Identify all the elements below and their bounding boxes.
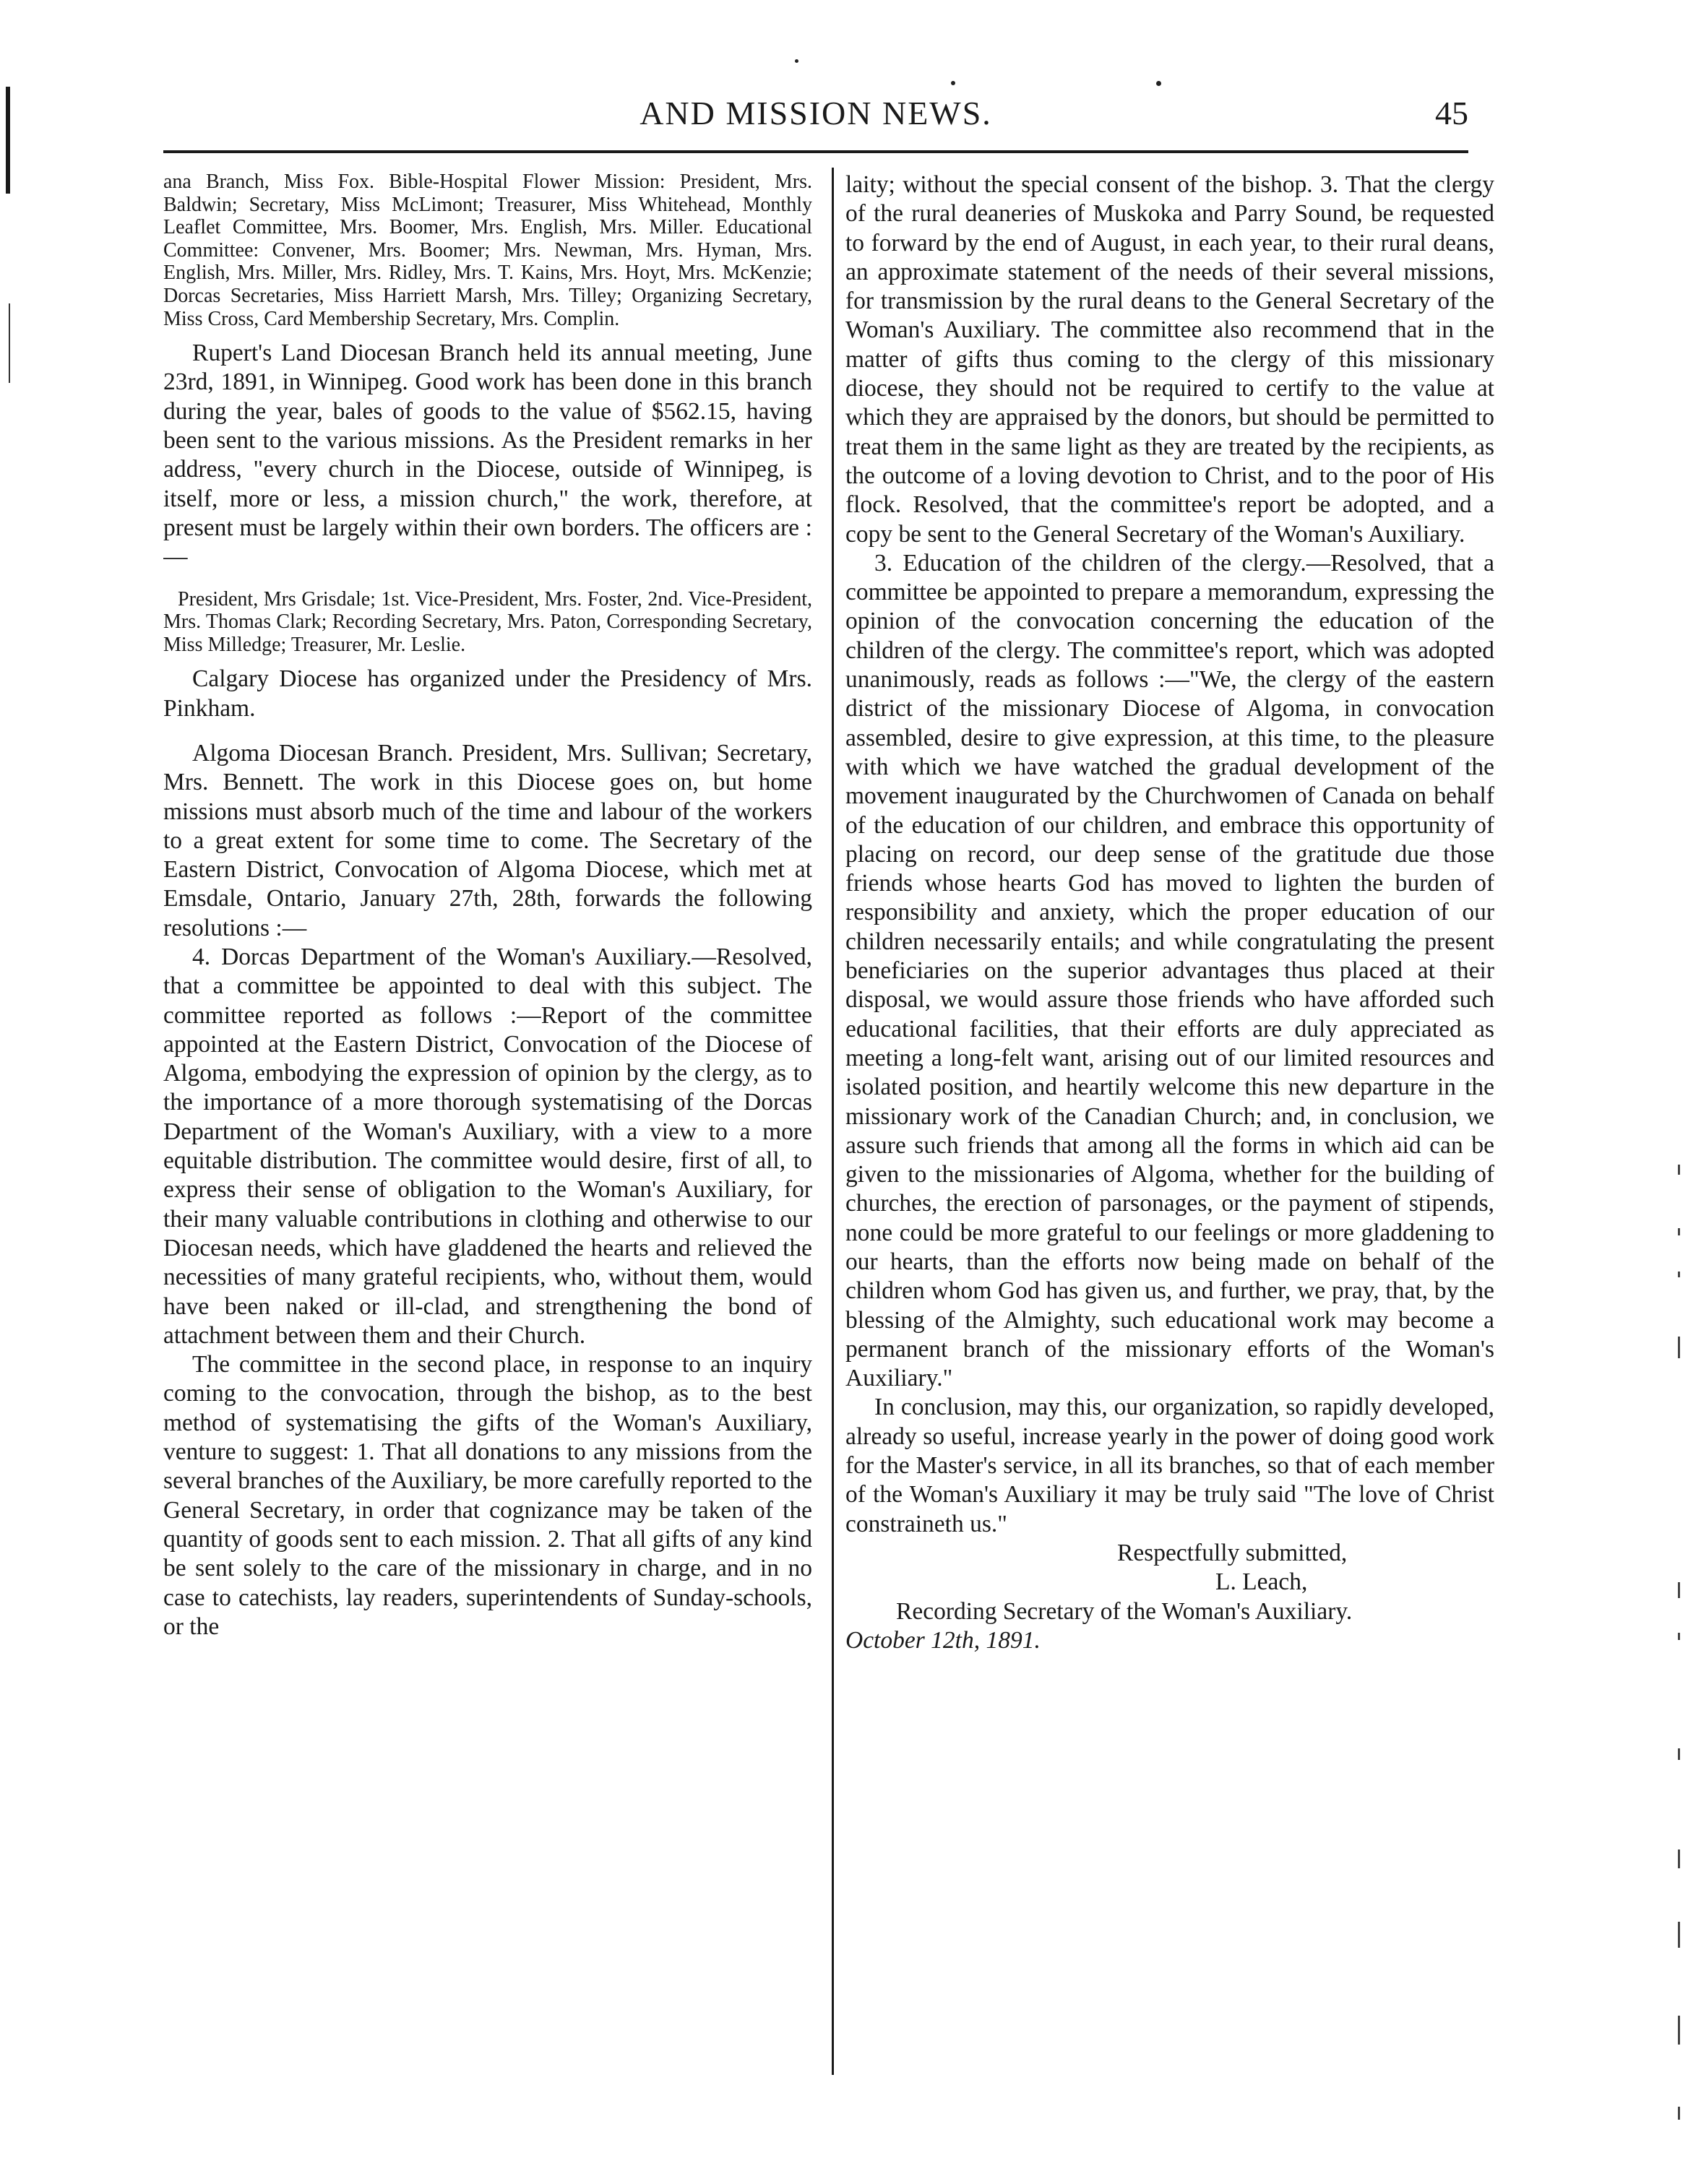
paragraph: Algoma Diocesan Branch. President, Mrs. Sullivan; Secretary, Mrs. Bennett. The work in this Diocese goes on, but home missions must absorb much of the time and labour of the workers to a great extent for some time to come. The Secretary of the Eastern District, Convocation of Algoma Diocese, which met at Emsdale, Ontario, January 27th, 28th, forwards the following resolutions :— bbox=[163, 739, 812, 941]
paragraph: laity; without the special consent of the bishop. 3. That the clergy of the rural deaneries of Muskoka and Parry Sound, be requested to forward by the end of August, in each year, to their rural deans, an approximate statement of the needs of their several missions, for transmission by the rural deans to the General Secretary of the Woman's Auxiliary. The committee also recommend that in the matter of gifts thus coming to the clergy of this missionary diocese, they should not be required to certify to the value at which they are appraised by the donors, but should be permitted to treat them in the same light as they are treated by the recipients, as the outcome of a loving devotion to Christ, and to the poor of His flock. Resolved, that the committee's report be adopted, and a copy be sent to the General Secretary of the Woman's Auxiliary. bbox=[845, 171, 1494, 548]
binding-edge-mark bbox=[6, 87, 10, 194]
print-speck bbox=[795, 59, 798, 63]
paragraph: Rupert's Land Diocesan Branch held its annual meeting, June 23rd, 1891, in Winnipeg. Good work has been done in this branch during the year, bales of goods to the value of $562.15, having been sent to the various missions. As the President remarks in her address, "every church in the Diocese, outside of Winnipeg, is itself, more or less, a mission church," the work, therefore, at present must be largely within their own borders. The officers are :— bbox=[163, 340, 812, 571]
paragraph: 3. Education of the children of the clergy.—Resolved, that a committee be appointed to prepare a memorandum, expressing the opinion of the convocation concerning the education of the children of the clergy. The committee's report, which was adopted unanimously, reads as follows :—"We, the clergy of the eastern district of the missionary Diocese of Algoma, in convocation assembled, desire to give expression, at this time, to the pleasure with which we have watched the gradual development of the movement inaugurated by the Churchwomen of Canada on behalf of the education of our children, and embrace this opportunity of placing on record, our deep sense of the gratitude due those friends whose hearts God has moved to lighten the burden of responsibility and anxiety, which the proper education of our children necessarily entails; and while congratulating the present beneficiaries on the superior advantages thus placed at their disposal, we would assure those friends who have afforded such educational facilities, that their efforts are duly appreciated as meeting a long-felt want, arising out of our limited resources and isolated position, and heartily welcome this new departure in the missionary work of the Canadian Church; and, in conclusion, we assure such friends that among all the forms in which aid can be given to the missionaries of Algoma, whether for the building of churches, the erection of parsonages, or the payment of stipends, none could be more grateful to our feelings or more gladdening to our hearts, than the efforts now being made on behalf of the children whom God has given us, and further, we pray, that, by the blessing of the Almighty, such educational work may become a permanent branch of the missionary efforts of the Woman's Auxiliary." bbox=[845, 549, 1494, 1392]
paragraph: ana Branch, Miss Fox. Bible-Hospital Flower Mission: President, Mrs. Baldwin; Secretary, Miss McLimont; Treasurer, Miss Whitehead, Monthly Leaflet Committee, Mrs. Boomer, Mrs. English, Mrs. Miller. Educational Committee: Convener, Mrs. Boomer; Mrs. Newman, Mrs. Hyman, Mrs. English, Mrs. Miller, Mrs. Ridley, Mrs. T. Kains, Mrs. Hoyt, Mrs. McKenzie; Dorcas Secretaries, Miss Harriett Marsh, Mrs. Tilley; Organizing Secretary, Miss Cross, Card Membership Secretary, Mrs. Complin. bbox=[163, 171, 812, 330]
letter-date: October 12th, 1891. bbox=[845, 1626, 1041, 1654]
paragraph: In conclusion, may this, our organization, so rapidly developed, already so useful, increase yearly in the power of doing good work for the Master's service, in all its branches, so that of each member of the Woman's Auxiliary it may be truly said "The love of Christ constraineth us." bbox=[845, 1394, 1494, 1537]
column-divider bbox=[832, 168, 834, 2075]
signatory-title: Recording Secretary of the Woman's Auxiliary. bbox=[896, 1597, 1353, 1625]
page-header bbox=[163, 94, 1468, 146]
paragraph: President, Mrs Grisdale; 1st. Vice-President, Mrs. Foster, 2nd. Vice-President, Mrs. Thomas Clark; Recording Secretary, Mrs. Paton, Corresponding Secretary, Miss Milledge; Treasurer, Mr. Leslie. bbox=[163, 587, 812, 656]
running-head: AND MISSION NEWS. bbox=[640, 95, 992, 131]
binding-edge-mark bbox=[9, 303, 10, 383]
paragraph: Calgary Diocese has organized under the Presidency of Mrs. Pinkham. bbox=[163, 665, 812, 722]
print-speck bbox=[951, 81, 955, 85]
page-number: 45 bbox=[1435, 95, 1468, 131]
paragraph: 4. Dorcas Department of the Woman's Auxiliary.—Resolved, that a committee be appointed to deal with this subject. The committee reported as follows :—Report of the committee appointed at the Eastern District, Convocation of the Diocese of Algoma, embodying the expression of opinion by the clergy, as to the importance of a more thorough systematising of the Dorcas Department of the Woman's Auxiliary, with a view to a more equitable distribution. The committee would desire, first of all, to express their sense of obligation to the Woman's Auxiliary, for their many valuable contributions in clothing and otherwise to our Diocesan needs, which have gladdened the hearts and relieved the necessities of many grateful recipients, who, without them, would have been naked or ill-clad, and strengthening the bond of attachment between them and their Church. bbox=[163, 943, 812, 1349]
left-column bbox=[163, 171, 812, 2071]
right-column bbox=[845, 171, 1494, 2071]
header-rule bbox=[163, 150, 1468, 153]
paragraph: The committee in the second place, in response to an inquiry coming to the convocation, through the bishop, as to the best method of systematising the gifts of the Woman's Auxiliary, venture to suggest: 1. That all donations to any missions from the several branches of the Auxiliary, be more carefully reported to the General Secretary, in order that cognizance may be taken of the quantity of goods sent to each mission. 2. That all gifts of any kind be sent solely to the care of the missionary in charge, and in no case to catechists, lay readers, superintendents of Sunday-schools, or the bbox=[163, 1351, 812, 1640]
print-speck bbox=[1156, 81, 1161, 86]
signatory-name: L. Leach, bbox=[1215, 1568, 1308, 1596]
closing-line: Respectfully submitted, bbox=[1117, 1539, 1348, 1566]
